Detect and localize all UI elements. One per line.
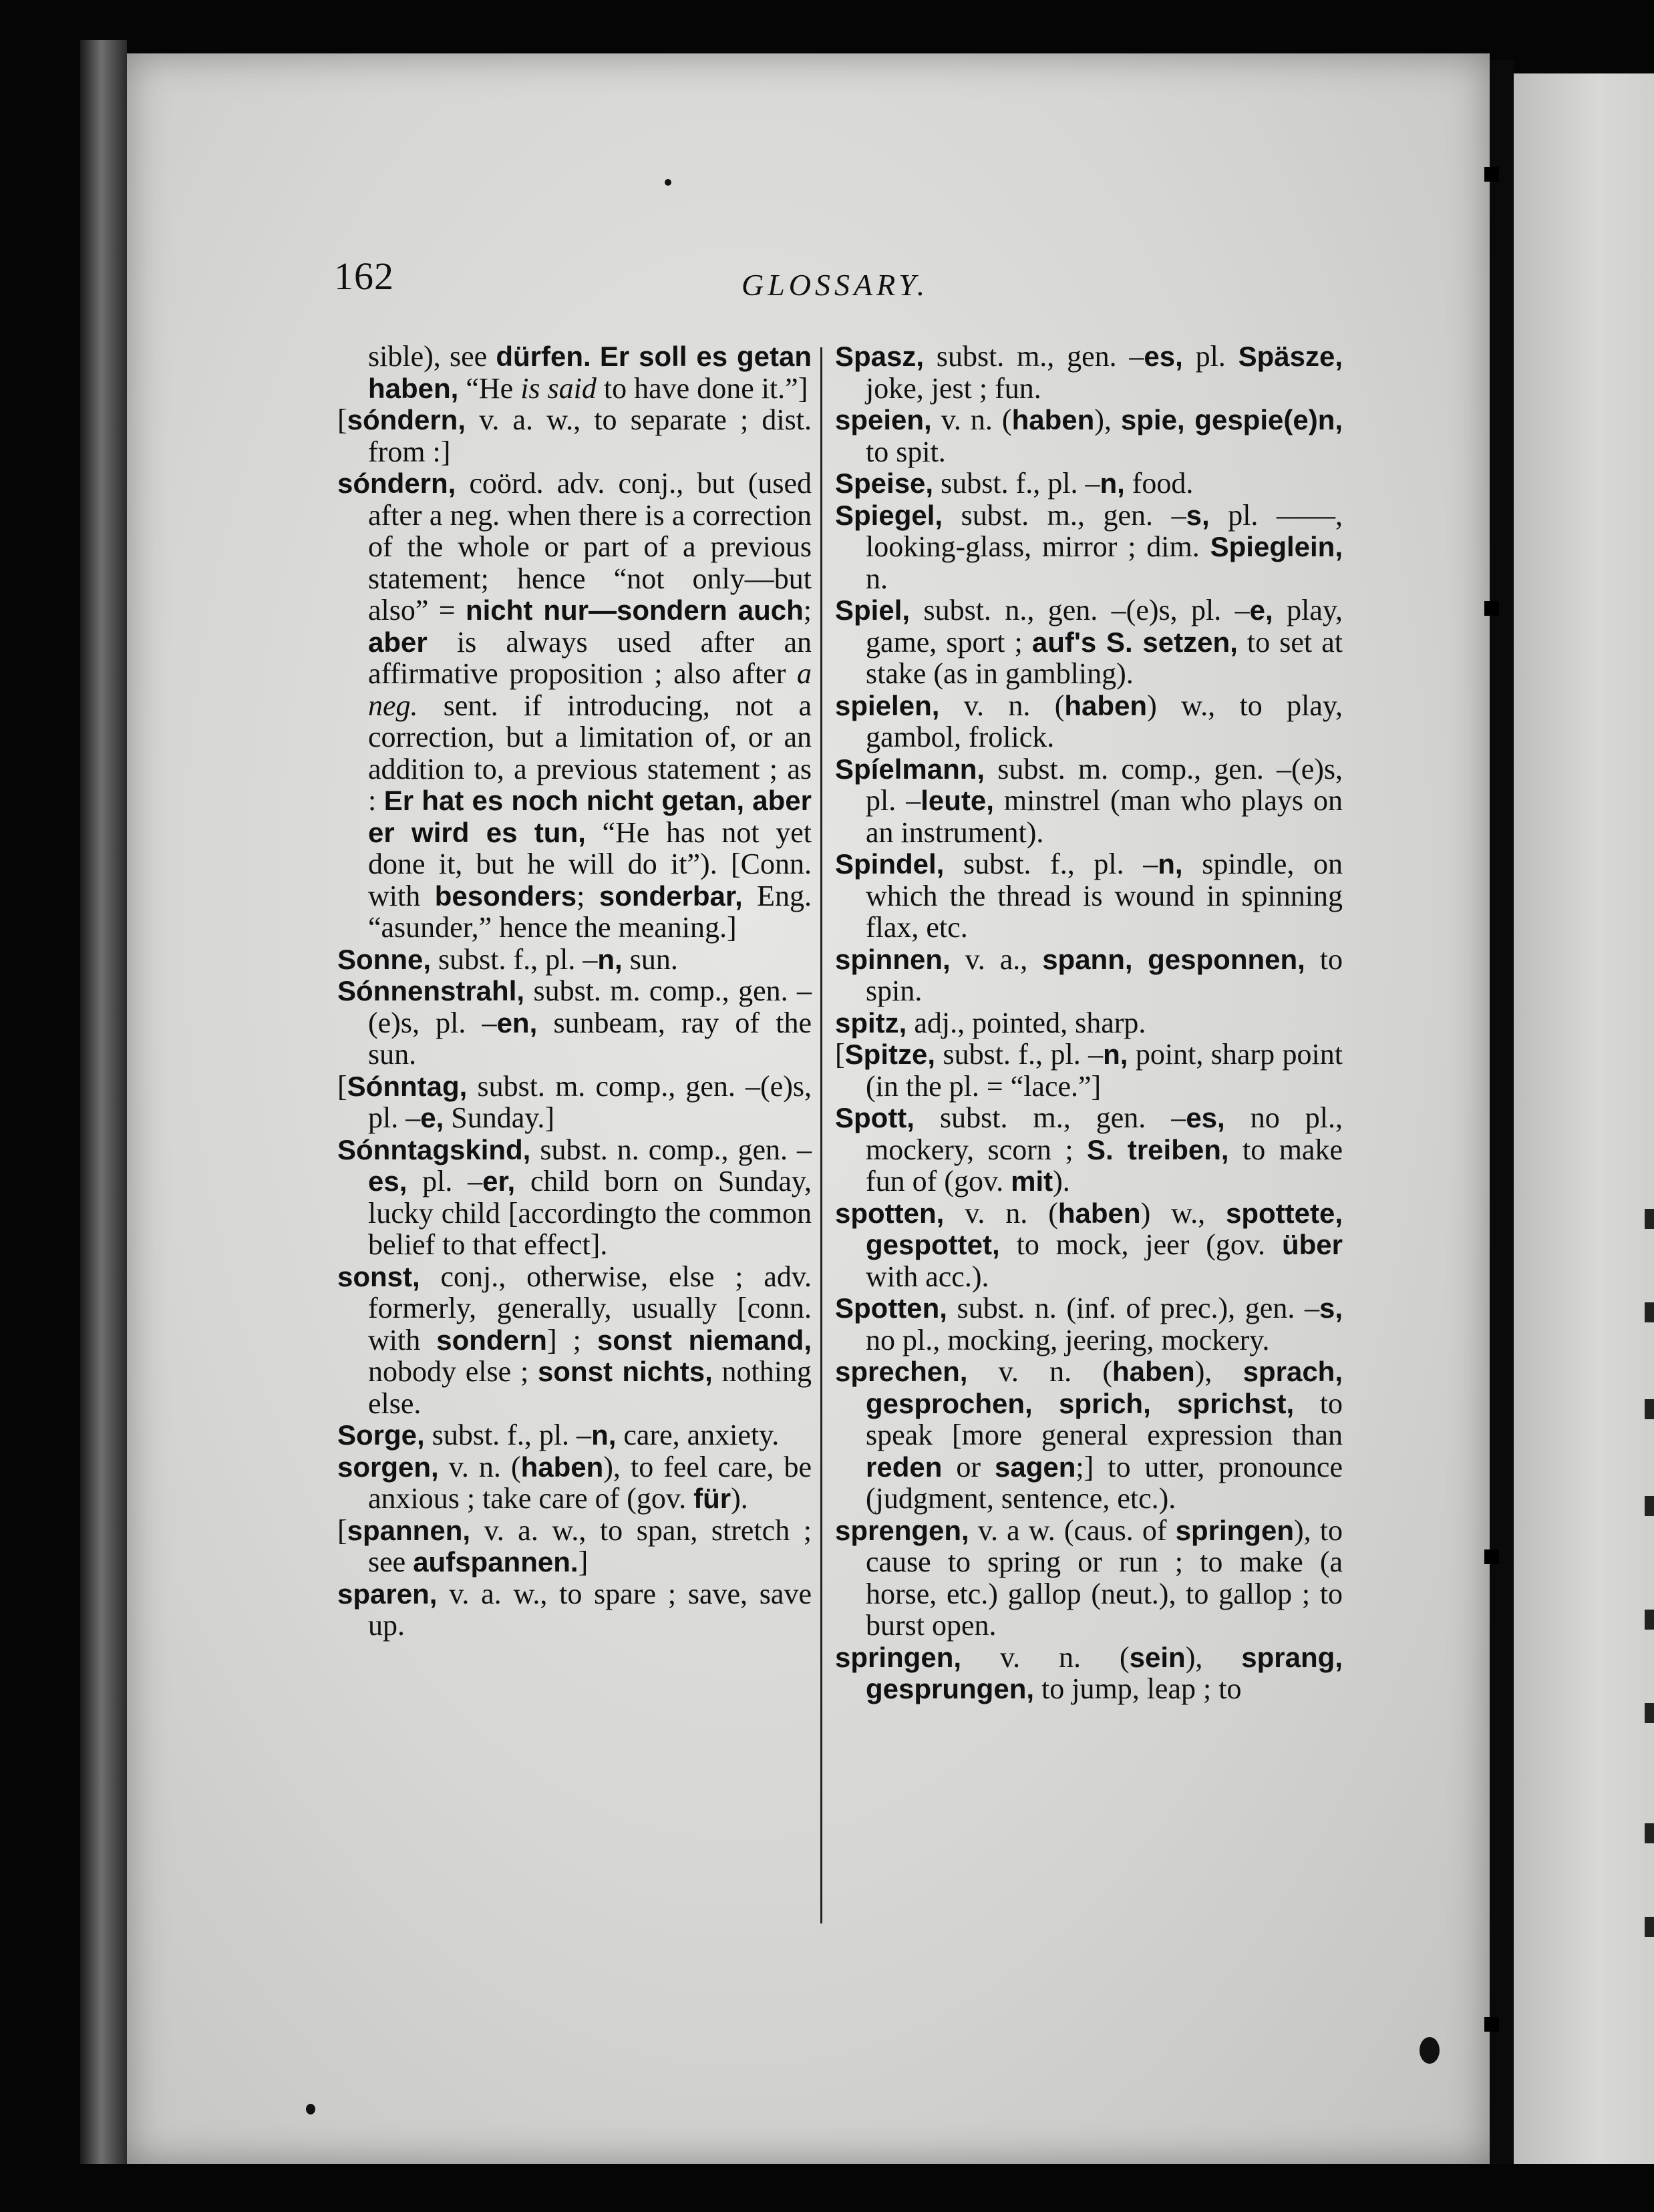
headword: leute,: [921, 785, 994, 816]
headword: haben: [1011, 404, 1095, 435]
entry-text: food.: [1124, 467, 1194, 500]
entry-text: to make fun of (gov.: [866, 1133, 1343, 1197]
binding-notch: [1484, 1549, 1499, 1564]
headword: Sónntagskind,: [337, 1133, 531, 1165]
headword: haben: [1112, 1356, 1195, 1387]
entry-text: [591, 340, 600, 373]
headword: e,: [420, 1102, 444, 1133]
headword: sein: [1129, 1641, 1186, 1673]
glossary-entry: [835, 594, 1343, 690]
headword: sprach, gesprochen, sprich, sprichst,: [866, 1356, 1343, 1419]
headword: n,: [1158, 848, 1183, 880]
entry-text: subst. f., pl. –: [935, 1038, 1104, 1071]
headword: es,: [1144, 341, 1183, 372]
headword: spann, gesponnen,: [1042, 943, 1305, 975]
headword: e,: [1249, 594, 1273, 626]
entry-text: child born on Sunday, lucky child [accordingto the common belief to that effect].: [368, 1165, 812, 1261]
entry-text: no pl., mockery, scorn ;: [866, 1101, 1343, 1166]
glossary-entry: [835, 944, 1343, 1007]
headword: Spott,: [835, 1102, 915, 1133]
entry-text: subst. n. comp., gen. –: [530, 1133, 812, 1166]
headword: sondern: [436, 1324, 547, 1356]
entry-text: ),: [1094, 403, 1121, 436]
headword: springen,: [835, 1641, 962, 1673]
glossary-entry: [835, 1039, 1343, 1102]
ink-spot: [665, 179, 671, 186]
glossary-entry: [835, 1007, 1343, 1039]
entry-text: Sunday.]: [444, 1101, 555, 1134]
entry-text: sunbeam, ray of the sun.: [368, 1006, 812, 1071]
entry-text: “He: [458, 371, 521, 405]
headword: sóndern,: [337, 468, 456, 499]
glossary-entry: [835, 1642, 1343, 1705]
entry-text: ]: [578, 1545, 589, 1578]
entry-text: “He has not yet done it, but he will do it”). [Conn. with: [368, 815, 812, 912]
glossary-entry: [835, 753, 1343, 849]
headword: dürfen.: [496, 341, 591, 372]
glossary-entry: [835, 341, 1343, 404]
headword: sóndern,: [347, 404, 466, 435]
headword: sonst nichts,: [537, 1356, 713, 1387]
entry-text: ),: [1185, 1640, 1242, 1674]
page-number: 162: [334, 254, 394, 298]
headword: spannen,: [347, 1514, 471, 1546]
glossary-entry: [337, 1134, 812, 1261]
entry-text: v. a. w., to spare ; save, save up.: [368, 1577, 812, 1642]
entry-text: with acc.).: [866, 1260, 989, 1293]
headword: reden: [866, 1451, 943, 1483]
glossary-entry: [835, 404, 1343, 468]
headword: Sorge,: [337, 1419, 425, 1451]
entry-text: ).: [1053, 1165, 1070, 1197]
headword: haben: [520, 1451, 604, 1483]
entry-text: [: [337, 403, 347, 436]
glossary-entry: [337, 1515, 812, 1578]
glossary-entry: [835, 1292, 1343, 1356]
right-column: [835, 341, 1343, 1705]
entry-text: v. a w. (caus. of: [969, 1513, 1176, 1547]
entry-text: ), to feel care, be anxious ; take care of (gov.: [368, 1450, 812, 1515]
entry-text: subst. m., gen. –: [914, 1101, 1186, 1134]
entry-text: care, anxiety.: [616, 1419, 780, 1451]
entry-text: no pl., mocking, jeering, mockery.: [866, 1323, 1270, 1356]
column-divider: [820, 347, 822, 1923]
glossary-entry: [337, 1261, 812, 1420]
entry-text: to spit.: [866, 435, 946, 468]
glossary-entry: [835, 1102, 1343, 1197]
glossary-entry: [337, 944, 812, 976]
ink-spot: [1420, 2037, 1440, 2064]
entry-text: ;: [803, 594, 812, 626]
headword: Sonne,: [337, 943, 432, 975]
entry-text: to speak [more general expression than: [866, 1387, 1343, 1451]
glossary-entry: [337, 1451, 812, 1515]
entry-text: coörd. adv. conj., but (used after a neg. when there is a correction of the whole or part of a previous statement; hence “not only—but also” =: [368, 467, 812, 626]
next-page-strip: [1514, 73, 1654, 2164]
glossary-entry: [835, 1356, 1343, 1515]
headword: aber: [368, 626, 428, 658]
ink-spot: [306, 2104, 315, 2114]
entry-text: to set at stake (as in gambling).: [866, 625, 1343, 690]
entry-text: v. n. (: [944, 1196, 1058, 1230]
glossary-entry: [337, 404, 812, 468]
headword: besonders: [434, 880, 577, 912]
headword: spinnen,: [835, 943, 951, 975]
entry-text: conj., otherwise, else ; adv. formerly, generally, usually [conn. with: [368, 1260, 812, 1356]
headword: für: [693, 1483, 731, 1514]
entry-text: minstrel (man who plays on an instrument).: [866, 784, 1343, 849]
left-column: [337, 341, 812, 1642]
glossary-entry: [337, 1419, 812, 1451]
binding-notch: [1484, 2017, 1499, 2032]
headword: Spiel,: [835, 594, 911, 626]
entry-text: or: [942, 1450, 995, 1483]
entry-text: is always used after an affirmative proposition ; also after: [368, 625, 812, 690]
entry-text: v. a. w., to separate ; dist. from :]: [368, 403, 812, 468]
binding-notch: [1484, 601, 1499, 616]
headword: sparen,: [337, 1578, 438, 1610]
headword: Spieglein,: [1210, 531, 1343, 562]
headword: es,: [368, 1165, 407, 1197]
entry-text: v. n. (: [961, 1640, 1130, 1674]
entry-text: spindle, on which the thread is wound in spinning flax, etc.: [866, 848, 1343, 944]
entry-text: subst. n., gen. –(e)s, pl. –: [910, 594, 1250, 626]
headword: über: [1281, 1229, 1343, 1260]
page-header: [334, 254, 1483, 314]
entry-text: Eng. “asunder,” hence the meaning.]: [368, 879, 812, 944]
headword: sorgen,: [337, 1451, 439, 1483]
headword: sagen: [994, 1451, 1076, 1483]
binding-notch: [1484, 167, 1499, 182]
headword: springen: [1175, 1514, 1294, 1546]
headword: n,: [1100, 468, 1125, 499]
page-gutter: [1490, 60, 1514, 2164]
headword: Sónntag,: [347, 1070, 468, 1102]
headword: auf's S. setzen,: [1031, 626, 1238, 658]
headword: aufspannen.: [413, 1546, 578, 1578]
entry-text: sible), see: [368, 340, 496, 373]
headword: mit: [1011, 1165, 1053, 1197]
headword: sprang, gesprungen,: [866, 1641, 1343, 1704]
entry-text: joke, jest ; fun.: [866, 371, 1041, 405]
headword: speien,: [835, 404, 932, 435]
headword: sonst niemand,: [597, 1324, 812, 1356]
entry-text: ) w.,: [1140, 1196, 1226, 1230]
entry-text: subst. m., gen. –: [924, 340, 1144, 373]
entry-text: ) w., to play, gambol, frolick.: [866, 689, 1343, 753]
headword: Späsze,: [1238, 341, 1343, 372]
entry-text: subst. m. comp., gen. –(e)s, pl. –: [368, 1069, 812, 1134]
entry-text: subst. m., gen. –: [943, 498, 1186, 532]
headword: Er hat es noch nicht getan, aber er wird es tun,: [368, 785, 812, 848]
headword: s,: [1186, 499, 1210, 531]
entry-text: point, sharp point (in the pl. = “lace.”]: [866, 1038, 1343, 1103]
glossary-entry: [835, 1515, 1343, 1642]
entry-text: v. n. (: [939, 689, 1065, 722]
entry-text: subst. f., pl. –: [944, 848, 1158, 880]
headword: S. treiben,: [1087, 1133, 1229, 1165]
glossary-entry: [835, 848, 1343, 944]
headword: s,: [1319, 1292, 1343, 1324]
entry-text: n.: [866, 562, 888, 595]
italic-text: is said: [520, 371, 597, 405]
entry-text: [: [337, 1513, 347, 1547]
entry-text: v. a.,: [950, 942, 1043, 976]
entry-text: v. n. (: [931, 403, 1012, 436]
headword: Er soll es getan haben,: [368, 341, 812, 404]
entry-text: sun.: [622, 942, 678, 976]
headword: Sónnenstrahl,: [337, 975, 525, 1006]
entry-text: v. a. w., to span, stretch ; see: [368, 1513, 812, 1578]
headword: spitz,: [835, 1006, 907, 1039]
headword: sonderbar,: [599, 880, 743, 912]
headword: Spindel,: [835, 848, 945, 880]
headword: sonst,: [337, 1260, 420, 1292]
entry-text: subst. m. comp., gen. –(e)s, pl. –: [866, 752, 1343, 817]
entry-text: play, game, sport ;: [866, 594, 1343, 659]
entry-text: adj., pointed, sharp.: [906, 1006, 1146, 1039]
entry-text: sent. if introducing, not a correction, but a limitation of, or an addition to, a previous statement ; as :: [368, 689, 812, 817]
entry-text: [: [835, 1038, 845, 1071]
glossary-entry: [337, 975, 812, 1071]
headword: Spíelmann,: [835, 753, 985, 785]
entry-text: nothing else.: [368, 1355, 812, 1420]
glossary-entry: [835, 1197, 1343, 1293]
headword: n,: [597, 943, 623, 975]
glossary-entry: [835, 690, 1343, 753]
headword: Spiegel,: [835, 499, 943, 531]
entry-text: to jump, leap ; to: [1034, 1672, 1242, 1705]
entry-text: ] ;: [546, 1323, 597, 1356]
headword: sprengen,: [835, 1514, 969, 1546]
entry-text: v. n. (: [438, 1450, 521, 1483]
headword: n,: [591, 1419, 617, 1451]
entry-text: subst. f., pl. –: [424, 1419, 592, 1451]
headword: spie, gespie(e)n,: [1120, 404, 1343, 435]
entry-text: to spin.: [866, 942, 1343, 1007]
italic-text: a neg.: [368, 657, 812, 722]
headword: haben: [1057, 1197, 1141, 1229]
glossary-entry: [835, 468, 1343, 500]
glossary-entry: [835, 500, 1343, 595]
headword: er,: [482, 1165, 516, 1197]
entry-text: ), to cause to spring or run ; to make (a horse, etc.) gallop (neut.), to gallop ; to burst open.: [866, 1513, 1343, 1642]
entry-text: subst. f., pl. –: [431, 942, 598, 976]
entry-text: to have done it.”]: [596, 371, 808, 405]
entry-text: ).: [731, 1482, 748, 1515]
entry-text: pl. –: [407, 1165, 483, 1197]
headword: n,: [1103, 1039, 1128, 1070]
left-page-edge: [80, 40, 127, 2164]
entry-text: subst. f., pl. –: [933, 467, 1100, 500]
entry-text: ;: [576, 879, 599, 912]
headword: sprechen,: [835, 1356, 968, 1387]
glossary-entry: [337, 468, 812, 944]
headword: spotten,: [835, 1197, 945, 1229]
headword: Speise,: [835, 468, 934, 499]
headword: spielen,: [835, 689, 940, 721]
headword: haben: [1064, 689, 1148, 721]
headword: Spitze,: [844, 1039, 936, 1070]
headword: nicht nur—sondern auch: [465, 594, 804, 626]
entry-text: ;] to utter, pronounce (judgment, sentence, etc.).: [866, 1450, 1343, 1515]
entry-text: to mock, jeer (gov.: [999, 1228, 1282, 1261]
entry-text: subst. m. comp., gen. –(e)s, pl. –: [368, 974, 812, 1039]
glossary-entry: [337, 341, 812, 404]
entry-text: [: [337, 1069, 347, 1103]
headword: Spotten,: [835, 1292, 947, 1324]
entry-text: v. n. (: [967, 1355, 1112, 1388]
entry-text: nobody else ;: [368, 1355, 538, 1388]
entry-text: ),: [1194, 1355, 1243, 1388]
headword: en,: [496, 1006, 538, 1039]
entry-text: pl. ——, looking-glass, mirror ; dim.: [866, 498, 1343, 563]
headword: spottete, gespottet,: [866, 1197, 1343, 1260]
glossary-entry: [337, 1071, 812, 1134]
entry-text: subst. n. (inf. of prec.), gen. –: [947, 1292, 1319, 1324]
headword: Spasz,: [835, 341, 925, 372]
glossary-entry: [337, 1578, 812, 1642]
headword: es,: [1186, 1102, 1225, 1133]
running-head: GLOSSARY.: [741, 268, 929, 302]
entry-text: pl.: [1182, 340, 1238, 373]
